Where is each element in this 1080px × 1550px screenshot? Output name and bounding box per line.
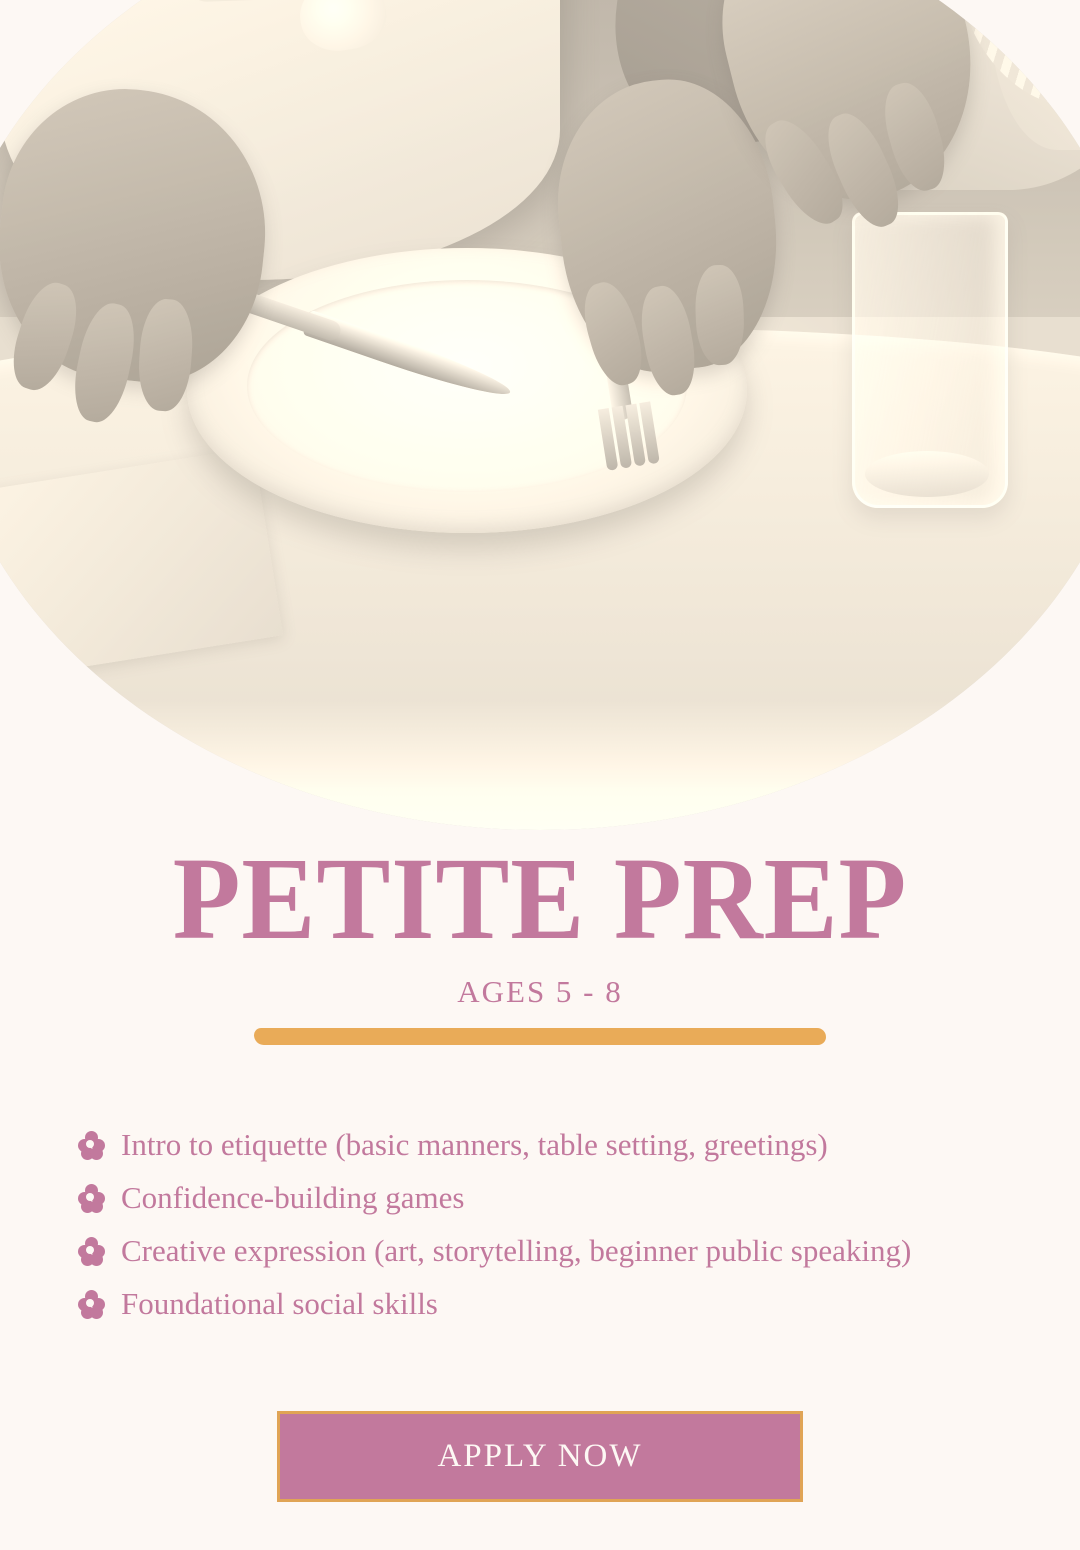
page-title: PETITE PREP (172, 833, 908, 964)
list-item-label: Intro to etiquette (basic manners, table setting, greetings) (121, 1127, 828, 1162)
finger (694, 264, 745, 366)
flower-icon (78, 1290, 106, 1318)
dress-bow (295, 0, 390, 56)
list-item (78, 1235, 1080, 1266)
drinking-glass (852, 212, 1008, 508)
poster-content (0, 833, 1080, 1502)
photo-fade (0, 700, 1080, 830)
feature-list (78, 1129, 1080, 1319)
list-item-label: Foundational social skills (121, 1286, 438, 1321)
apply-now-button[interactable]: APPLY NOW (277, 1411, 803, 1502)
flower-icon (78, 1184, 106, 1212)
list-item-label: Confidence-building games (121, 1180, 465, 1215)
list-item (78, 1129, 1080, 1160)
gold-brush-underline (254, 1028, 826, 1045)
age-range-subtitle: AGES 5 - 8 (457, 974, 623, 1009)
list-item-label: Creative expression (art, storytelling, beginner public speaking) (121, 1233, 912, 1268)
cta-container (0, 1411, 1080, 1502)
flower-icon (78, 1131, 106, 1159)
flower-icon (78, 1237, 106, 1265)
list-item (78, 1288, 1080, 1319)
glass-base (865, 451, 989, 497)
list-item (78, 1182, 1080, 1213)
